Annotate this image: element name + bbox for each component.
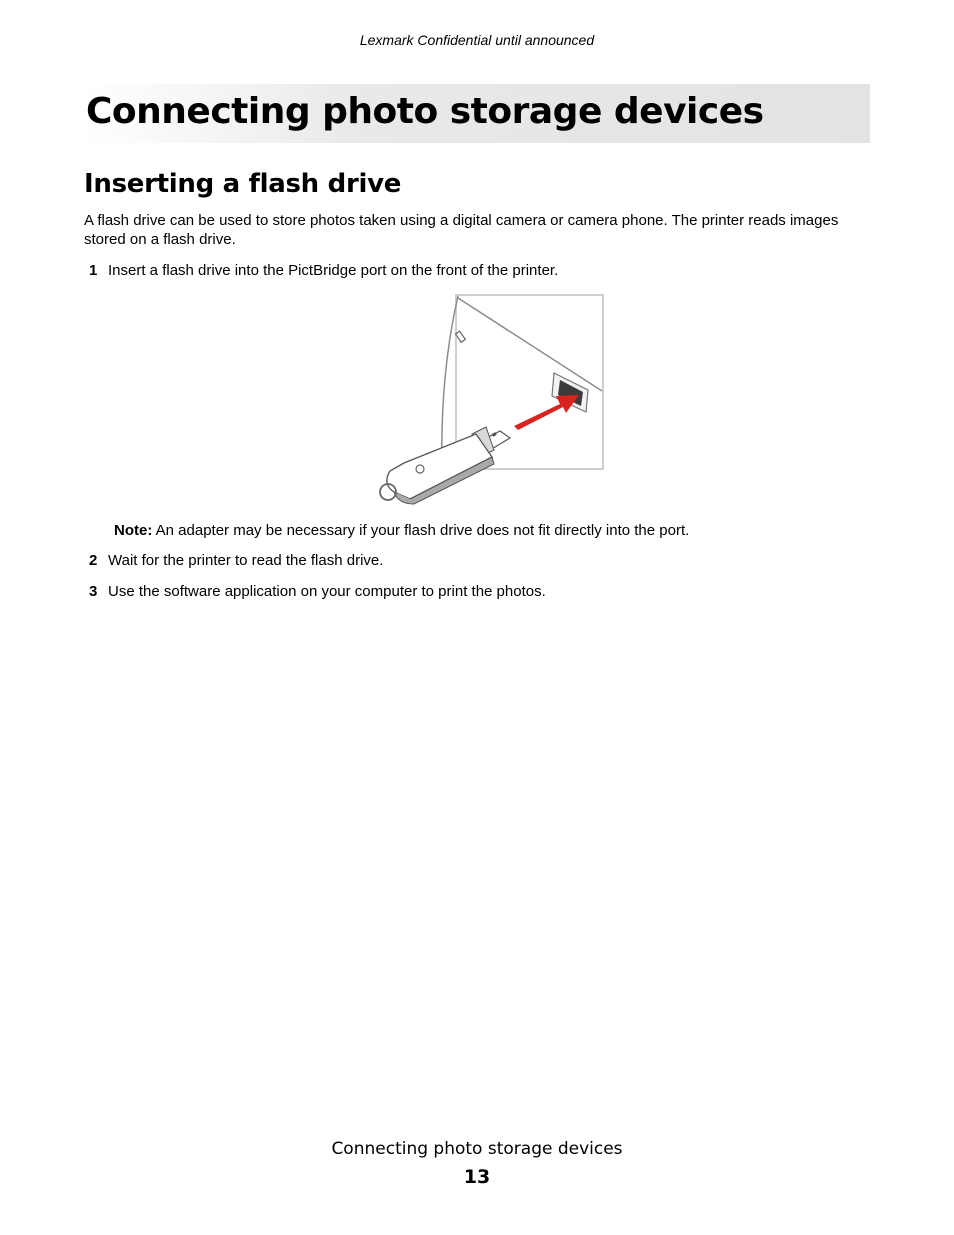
- step-text: Wait for the printer to read the flash drive.: [108, 552, 384, 569]
- flash-drive-insertion-illustration: [374, 294, 606, 506]
- page-number: 13: [463, 1166, 491, 1188]
- intro-paragraph: A flash drive can be used to store photos taken using a digital camera or camera phone. The printer reads images stored on a flash drive.: [84, 212, 839, 248]
- step-number: 2: [89, 552, 98, 569]
- section-title: Inserting a flash drive: [84, 169, 402, 199]
- step-text: Insert a flash drive into the PictBridge port on the front of the printer.: [108, 262, 559, 279]
- step-number: 3: [89, 583, 98, 600]
- note: [114, 521, 689, 540]
- step-text: Use the software application on your computer to print the photos.: [108, 583, 546, 600]
- footer-chapter-title: Connecting photo storage devices: [331, 1139, 623, 1159]
- confidential-header: Lexmark Confidential until announced: [359, 32, 595, 48]
- chapter-title: Connecting photo storage devices: [86, 91, 764, 132]
- note-label: Note:: [114, 522, 153, 539]
- note-text: An adapter may be necessary if your flash drive does not fit directly into the port.: [152, 522, 690, 539]
- flash-drive: [380, 427, 510, 504]
- step-number: 1: [89, 262, 98, 279]
